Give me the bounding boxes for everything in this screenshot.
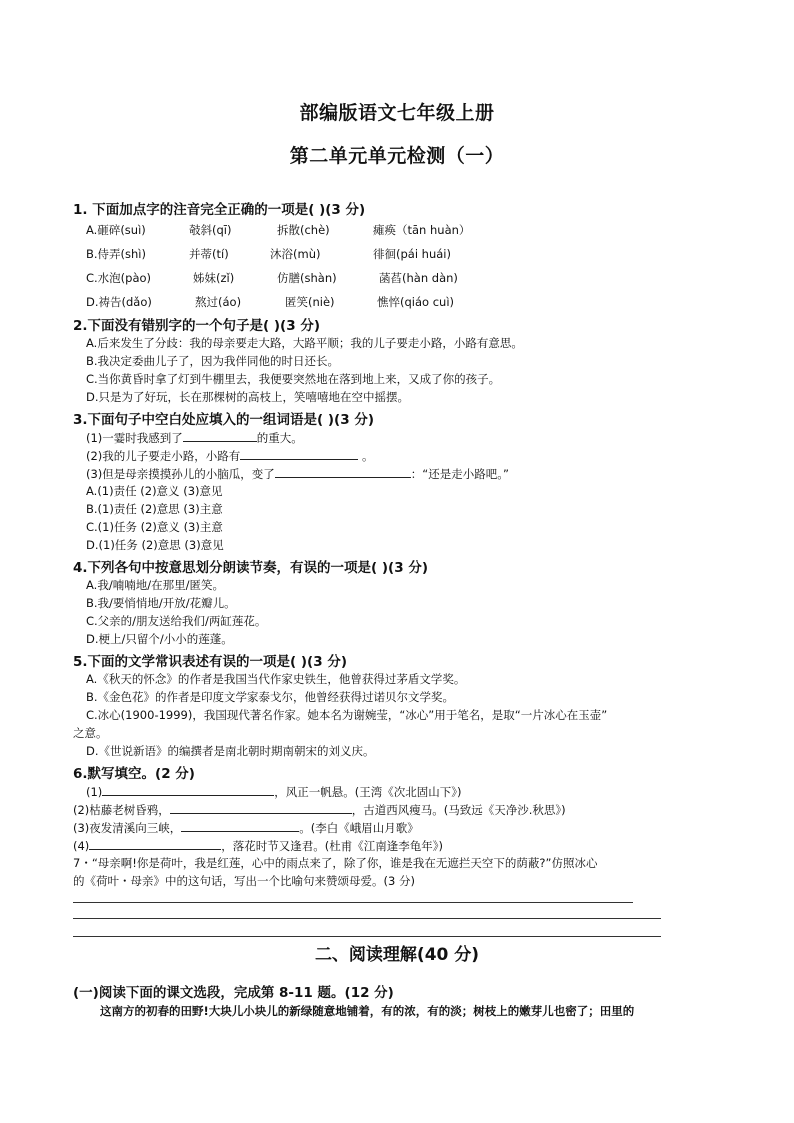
q4-option-a: A.我/喃喃地/在那里/匿笑。 <box>86 578 224 592</box>
q2-option-d: D.只是为了好玩，长在那棵树的高枝上，笑嘻嘻地在空中摇摆。 <box>86 390 410 404</box>
q3-option-a: A.(1)责任 (2)意义 (3)意见 <box>86 484 223 498</box>
q3-sentence-3 <box>86 465 509 482</box>
question-6-stem: 6.默写填空。(2 分) <box>73 766 195 782</box>
question-7-line-1: 7・“母亲啊!你是荷叶，我是红莲，心中的雨点来了，除了你，谁是我在无遮拦天空下的荫蔽?”仿照冰心 <box>73 856 598 870</box>
q3-option-b: B.(1)责任 (2)意思 (3)主意 <box>86 502 223 516</box>
q6-l2-suffix: ，古道西风瘦马。(马致远《天净沙.秋思》) <box>351 803 566 817</box>
q3-s1-suffix: 的重大。 <box>256 431 303 445</box>
question-1-stem: 1. 下面加点字的注音完全正确的一项是( )(3 分) <box>73 202 366 218</box>
q4-option-d: D.梗上/只留个/小小的莲蓬。 <box>86 632 233 646</box>
question-3-stem: 3.下面句子中空白处应填入的一组词语是( )(3 分) <box>73 412 374 428</box>
question-4-stem: 4.下列各句中按意思划分朗读节奏，有误的一项是( )(3 分) <box>73 560 428 576</box>
q6-l3-suffix: 。(李白《峨眉山月歌》 <box>299 821 419 835</box>
q1-option-a-2: 攲斜(qī) <box>189 223 232 237</box>
q3-s2-prefix: (2)我的儿子要走小路，小路有 <box>86 449 241 463</box>
q6-l4-prefix: (4) <box>73 839 90 853</box>
q6-l4-blank[interactable] <box>89 837 221 850</box>
q1-option-a-1: A.砸碎(suì) <box>86 223 146 237</box>
q1-option-b-4: 徘徊(pái huái) <box>373 247 451 261</box>
question-7-line-2: 的《荷叶・母亲》中的这句话，写出一个比喻句来赞颂母爱。(3 分) <box>73 874 415 888</box>
q2-option-a: A.后来发生了分歧：我的母亲要走大路，大路平顺；我的儿子要走小路，小路有意思。 <box>86 336 523 350</box>
reading-part-1-heading: (一)阅读下面的课文选段，完成第 8-11 题。(12 分) <box>73 985 394 1001</box>
q4-option-b: B.我/要悄悄地/开放/花瓣儿。 <box>86 596 236 610</box>
q3-s3-prefix: (3)但是母亲摸摸孙儿的小脑瓜，变了 <box>86 467 275 481</box>
q3-sentence-1 <box>86 429 303 446</box>
q6-l4-suffix: ，落花时节又逢君。(杜甫《江南逢李龟年》) <box>221 839 444 853</box>
q6-l2-blank[interactable] <box>170 801 352 814</box>
q1-option-c-1: C.水泡(pào) <box>86 271 152 285</box>
q7-answer-line-3[interactable] <box>73 936 661 937</box>
q5-option-c-cont: 之意。 <box>73 726 108 740</box>
q6-l3-blank[interactable] <box>181 819 299 832</box>
q1-option-d-4: 憔悴(qiáo cuì) <box>377 295 455 309</box>
q1-option-d-1: D.祷告(dǎo) <box>86 295 152 309</box>
q6-line-1 <box>86 783 462 800</box>
q1-option-c-4: 菡萏(hàn dàn) <box>379 271 458 285</box>
q3-s3-suffix: ：“还是走小路吧。” <box>410 467 509 481</box>
q5-option-a: A.《秋天的怀念》的作者是我国当代作家史铁生，他曾获得过茅盾文学奖。 <box>86 672 466 686</box>
q3-s1-prefix: (1)一霎时我感到了 <box>86 431 183 445</box>
q2-option-b: B.我决定委曲儿子了，因为我伴同他的时日还长。 <box>86 354 340 368</box>
question-2-stem: 2.下面没有错别字的一个句子是( )(3 分) <box>73 318 320 334</box>
exam-subtitle: 第二单元单元检测（一） <box>289 145 505 167</box>
q6-l3-prefix: (3)夜发清溪向三峡， <box>73 821 182 835</box>
q5-option-d: D.《世说新语》的编撰者是南北朝时期南朝宋的刘义庆。 <box>86 744 375 758</box>
q1-option-c-2: 姊妹(zǐ) <box>193 271 235 285</box>
q6-line-3 <box>73 819 419 836</box>
q7-answer-line-2[interactable] <box>73 918 661 919</box>
q1-option-b-3: 沐浴(mù) <box>270 247 321 261</box>
q3-s3-blank[interactable] <box>275 465 411 478</box>
q2-option-c: C.当你黄昏时拿了灯到牛棚里去，我便要突然地在落到地上来，又成了你的孩子。 <box>86 372 501 386</box>
q1-option-d-3: 匿笑(niè) <box>285 295 335 309</box>
q3-option-c: C.(1)任务 (2)意义 (3)主意 <box>86 520 223 534</box>
q5-option-b: B.《金色花》的作者是印度文学家泰戈尔，他曾经获得过诺贝尔文学奖。 <box>86 690 455 704</box>
q1-option-a-3: 拆散(chè) <box>277 223 330 237</box>
q1-option-c-3: 仿膳(shàn) <box>277 271 337 285</box>
q3-s2-blank[interactable] <box>240 447 358 460</box>
q6-l1-suffix: ，风正一帆悬。(王湾《次北固山下》) <box>274 785 462 799</box>
q6-l1-blank[interactable] <box>102 783 274 796</box>
exam-title: 部编版语文七年级上册 <box>299 102 495 124</box>
q3-s2-suffix: 。 <box>358 449 374 463</box>
q6-line-4 <box>73 837 443 854</box>
q7-answer-line-1[interactable] <box>73 902 633 903</box>
q6-line-2 <box>73 801 566 818</box>
q6-l2-prefix: (2)枯藤老树昏鸦， <box>73 803 170 817</box>
q1-option-b-1: B.侍弄(shì) <box>86 247 146 261</box>
q3-option-d: D.(1)任务 (2)意思 (3)意见 <box>86 538 224 552</box>
section-2-heading: 二、阅读理解(40 分) <box>314 945 480 965</box>
question-5-stem: 5.下面的文学常识表述有误的一项是( )(3 分) <box>73 654 347 670</box>
q1-option-a-4: 瘫痪（tān huàn） <box>373 223 471 237</box>
q5-option-c: C.冰心(1900-1999)，我国现代著名作家。她本名为谢婉莹，“冰心”用于笔名，是取“一片冰心在玉壶” <box>86 708 608 722</box>
q1-option-b-2: 并蒂(tí) <box>189 247 229 261</box>
reading-passage: 这南方的初春的田野!大块儿小块儿的新绿随意地铺着，有的浓，有的淡；树枝上的嫩芽儿也密了；田里的 <box>100 1004 635 1018</box>
q6-l1-prefix: (1) <box>86 785 103 799</box>
q1-option-d-2: 熬过(áo) <box>195 295 242 309</box>
q4-option-c: C.父亲的/朋友送给我们/两缸莲花。 <box>86 614 267 628</box>
q3-sentence-2 <box>86 447 373 464</box>
q3-s1-blank[interactable] <box>183 429 257 442</box>
